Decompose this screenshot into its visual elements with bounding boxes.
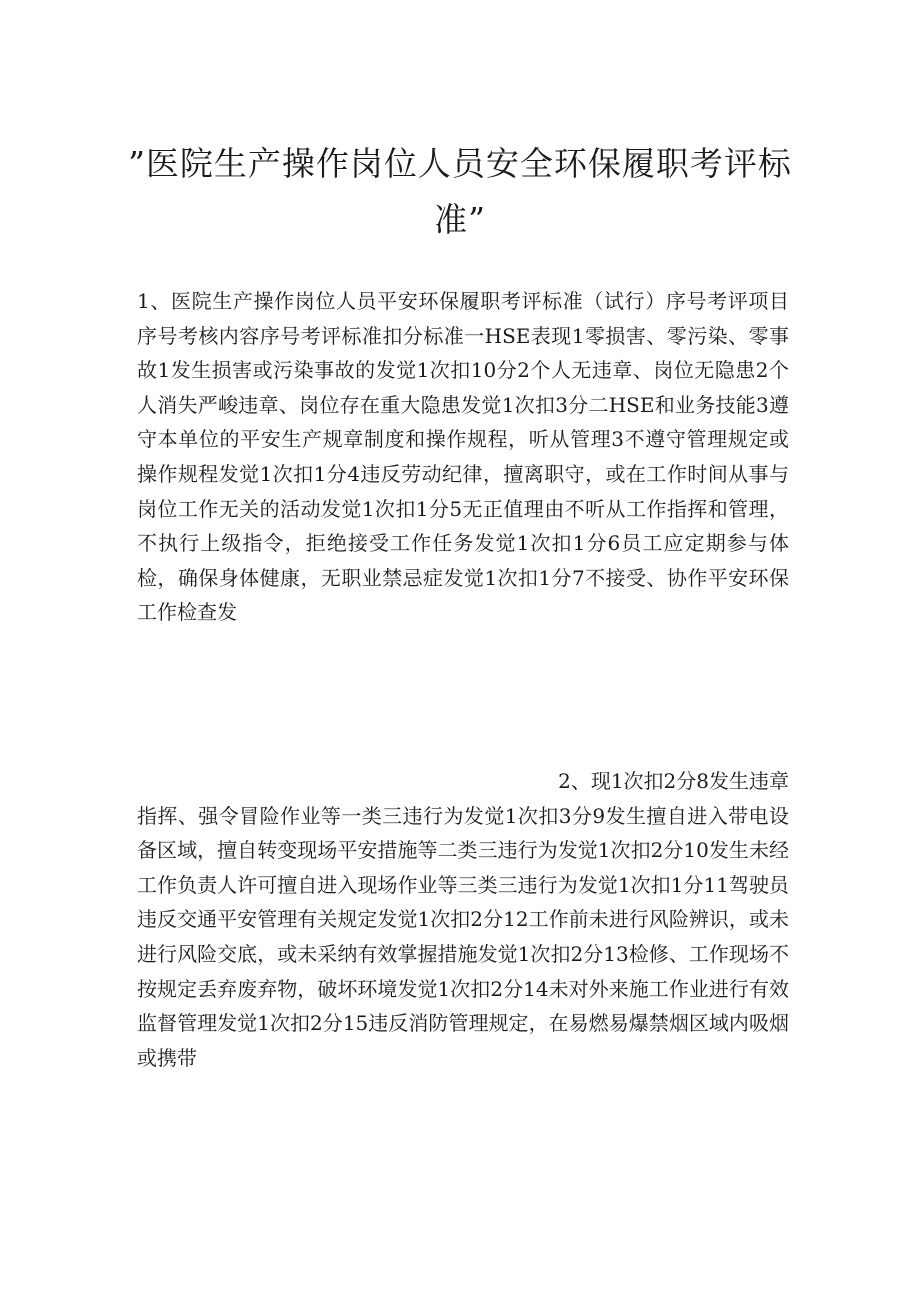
document-title: ”医院生产操作岗位人员安全环保履职考评标准”: [128, 144, 792, 239]
paragraph-2: [137, 764, 789, 1075]
paragraph-2-body: 指挥、强令冒险作业等一类三违行为发觉1次扣3分9发生擅自进入带电设备区域，擅自转变现场平安措施等二类三违行为发觉1次扣2分10发生未经工作负责人许可擅自进入现场作业等三类三违行为发觉1次扣1分11驾驶员违反交通平安管理有关规定发觉1次扣2分12工作前未进行风险辨识，或未进行风险交底，或未采纳有效掌握措施发觉1次扣2分13检修、工作现场不按规定丢弃废弃物，破坏环境发觉1次扣2分14未对外来施工作业进行有效监督管理发觉1次扣2分15违反消防管理规定，在易燃易爆禁烟区域内吸烟或携带: [137, 803, 789, 1070]
paragraph-2-head: 2、现1次扣2分8发生违章: [558, 769, 789, 793]
paragraph-1: 1、医院生产操作岗位人员平安环保履职考评标准（试行）序号考评项目序号考核内容序号考评标准扣分标准一HSE表现1零损害、零污染、零事故1发生损害或污染事故的发觉1次扣10分2个人无违章、岗位无隐患2个人消失严峻违章、岗位存在重大隐患发觉1次扣3分二HSE和业务技能3遵守本单位的平安生产规章制度和操作规程，听从管理3不遵守管理规定或操作规程发觉1次扣1分4违反劳动纪律，擅离职守，或在工作时间从事与岗位工作无关的活动发觉1次扣1分5无正值理由不听从工作指挥和管理，不执行上级指令，拒绝接受工作任务发觉1次扣1分6员工应定期参与体检，确保身体健康，无职业禁忌症发觉1次扣1分7不接受、协作平安环保工作检查发: [137, 289, 789, 625]
